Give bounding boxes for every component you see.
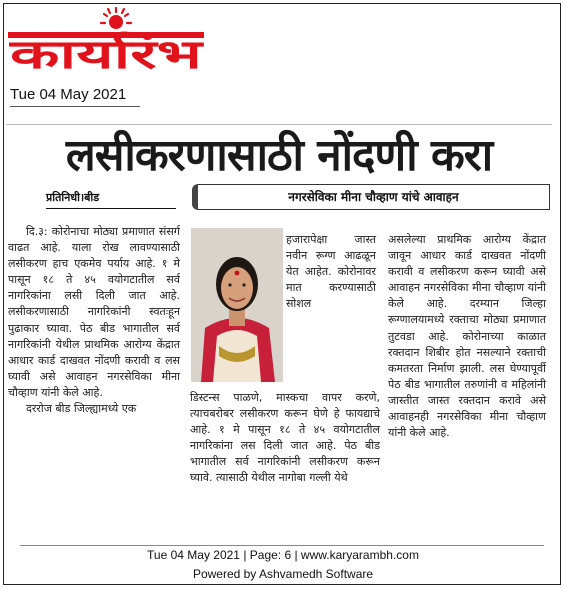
footer-divider bbox=[20, 545, 544, 546]
subheadline-box bbox=[192, 184, 550, 210]
sun-icon bbox=[101, 8, 131, 29]
paragraph: दि.३: कोरोनाचा मोठ्या प्रमाणात संसर्ग वाढत आहे. याला रोख लावण्यासाठी लसीकरण हाच एकमेव पर्याय आहे. १ मे पासून १८ ते ४५ वयोगटातील सर्व नागरिकांना लसी दिली जात आहे. लसीकरणासाठी नागरिकांनी स्वतःहून पुढाकार घ्यावा. पेठ बीड भागातील सर्व नागरिकांनी येथील प्राथमिक आरोग्य केंद्रात आधार कार्ड दाखवत नोंदणी करावी व लस घ्यावी असे आवाहन नगरसेविका मीना चौव्हाण यांनी केले आहे. bbox=[8, 225, 180, 399]
subheadline: नगरसेविका मीना चौव्हाण यांचे आवाहन bbox=[288, 190, 459, 204]
byline: प्रतिनिधी।बीड bbox=[46, 188, 176, 209]
portrait-photo bbox=[191, 228, 283, 382]
article-headline: लसीकरणासाठी नोंदणी करा bbox=[65, 130, 493, 181]
svg-text:कार्यारंभ: कार्यारंभ bbox=[10, 32, 130, 74]
masthead-logo bbox=[6, 4, 306, 76]
issue-date: Tue 04 May 2021 bbox=[10, 86, 127, 103]
date-underline bbox=[10, 106, 140, 107]
article-column-3: असलेल्या प्राथमिक आरोग्य केंद्रात जावून आधार कार्ड दाखवत नोंदणी करावी व लसीकरण करून घ्यावी असे आवाहन नगरसेविका मीना चौव्हाण यांनी केले आहे. दरम्यान जिल्हा रूग्णालयामध्ये रक्ताचा मोठ्या प्रमाणात तुटवडा आहे. कोरोनाच्या काळात रक्तदान शिबीर होत नसल्याने रक्ताची कमतरता निर्माण झाली. लस घेण्यापूर्वी पेठ बीड भागातील तरुणांनी व महिलांनी जास्तीत जास्त रक्तदान करावे असे आवाहनही नगरसेविका मीना चौव्हाण यांनी केले आहे. bbox=[388, 233, 546, 440]
article-column-1 bbox=[8, 224, 180, 417]
article-column-2-bottom: डिस्टन्स पाळणे, मास्कचा वापर करणे, त्याचबरोबर लसीकरण करून घेणे हे फायद्याचे आहे. १ मे पासून १८ ते ४५ वयोगटातील नागरिकांना लस दिली जात आहे. पेठ बीड भागातील सर्व नागरिकांनी लसीकरण करून घ्यावे. त्यासाठी येथील नागोबा गल्ली येथे bbox=[190, 391, 380, 485]
karyarambh-logo bbox=[6, 4, 206, 74]
article-column-2-top: हजारापेक्षा जास्त नवीन रूग्ण आढळून येत आहेत. कोरोनावर मात करण्यासाठी सोशल bbox=[286, 233, 376, 311]
footer-page-info: Tue 04 May 2021 | Page: 6 | www.karyarambh.com bbox=[147, 548, 419, 562]
footer-powered-by: Powered by Ashvamedh Software bbox=[192, 567, 374, 581]
paragraph: दररोज बीड जिल्ह्यामध्ये एक bbox=[26, 402, 137, 416]
